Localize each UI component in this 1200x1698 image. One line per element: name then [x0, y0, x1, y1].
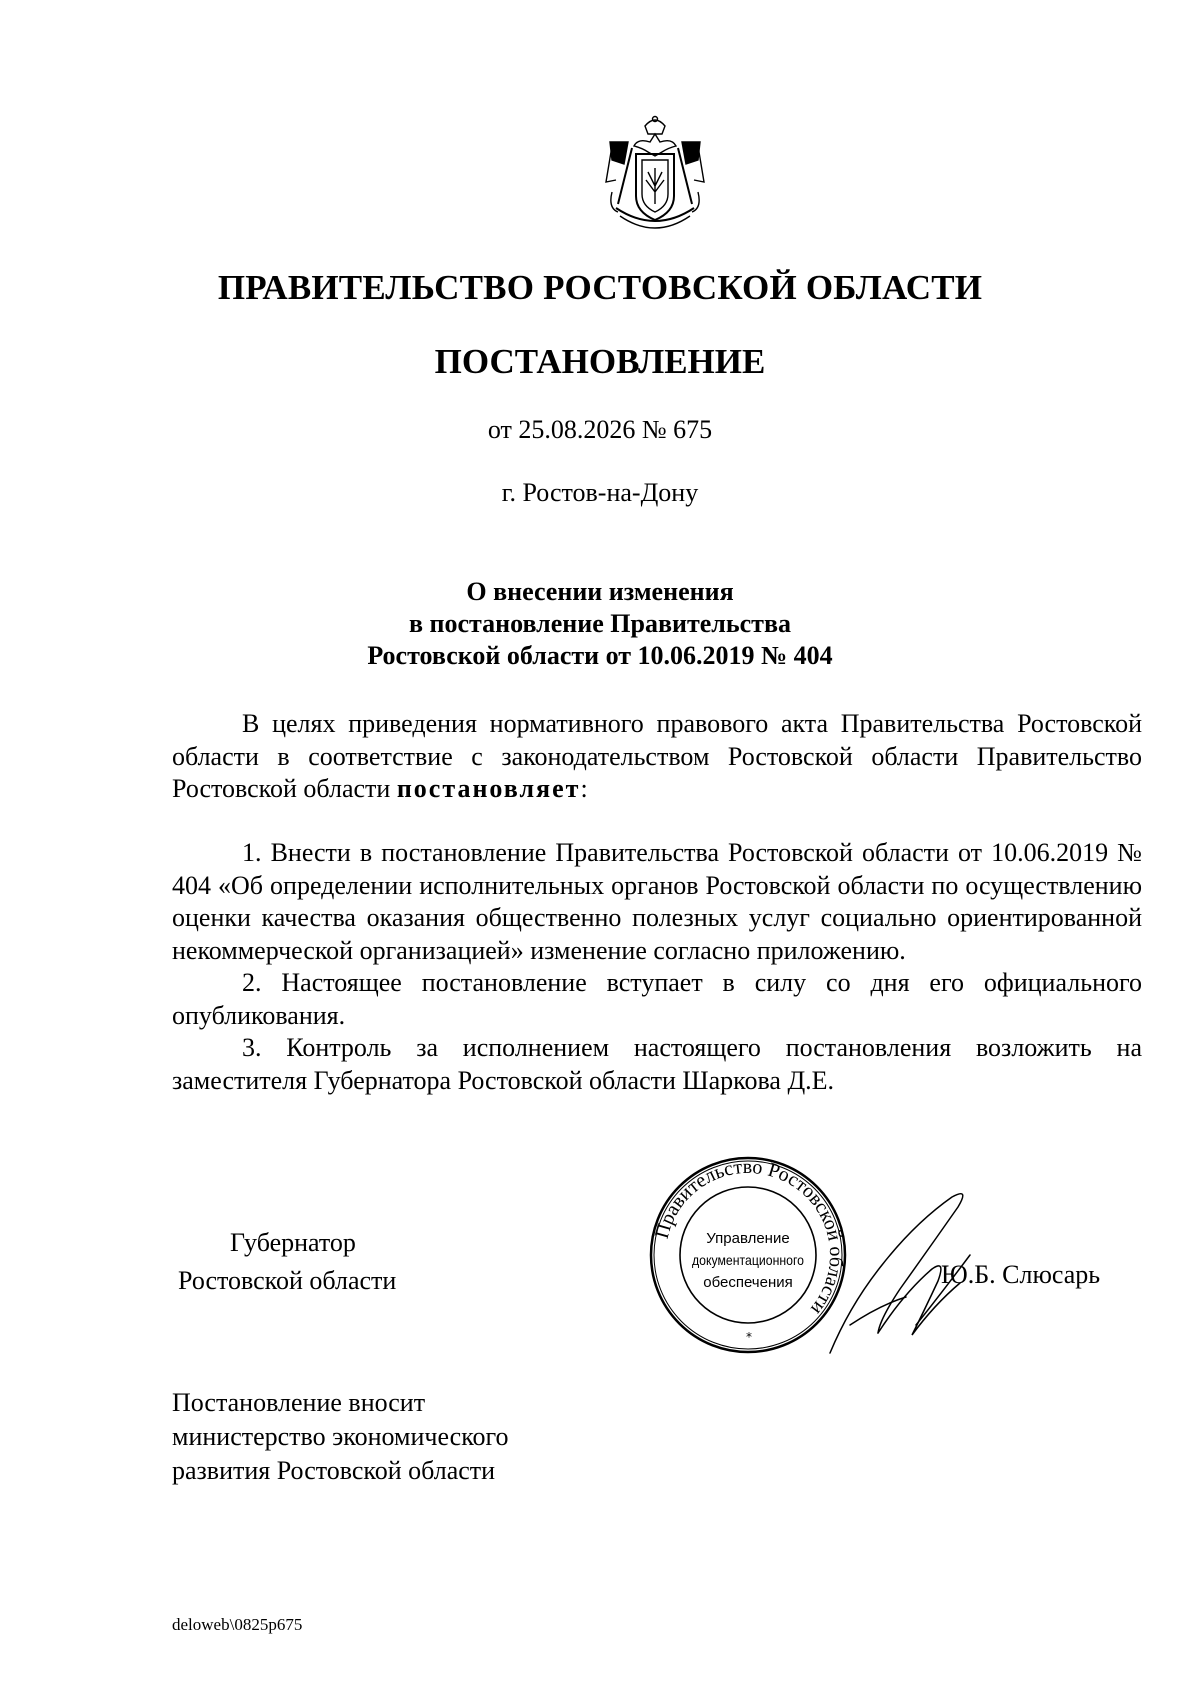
resolution-items	[172, 837, 1142, 1097]
submitter-line-1: Постановление вносит	[172, 1388, 426, 1417]
coat-of-arms-icon	[598, 112, 712, 240]
resolution-item: 2. Настоящее постановление вступает в силу со дня его официального опубликования.	[172, 968, 1142, 1030]
date-number-line: от 25.08.2026 № 675	[487, 415, 713, 444]
signatory-position-line-1: Губернатор	[230, 1228, 356, 1257]
document-type-heading: ПОСТАНОВЛЕНИЕ	[434, 342, 766, 381]
submitter-line-3: развития Ростовской области	[172, 1456, 496, 1485]
submitter-line-2: министерство экономического	[172, 1422, 509, 1451]
signatory-position	[178, 1224, 396, 1300]
preamble-emphasis: постановляет	[396, 774, 581, 803]
seal-inner-line-1: Управление	[706, 1230, 790, 1247]
submitter-note	[172, 1386, 509, 1488]
svg-text:*: *	[746, 1330, 752, 1344]
signatory-name: Ю.Б. Слюсарь	[941, 1260, 1101, 1289]
document-subject	[0, 576, 1200, 672]
organization-title: ПРАВИТЕЛЬСТВО РОСТОВСКОЙ ОБЛАСТИ	[217, 268, 983, 307]
signatory-position-line-2: Ростовской области	[178, 1266, 397, 1295]
seal-outer-text: Правительство Ростовской области	[650, 1155, 848, 1320]
subject-line-3: Ростовской области от 10.06.2019 № 404	[367, 641, 833, 670]
preamble-text: В целях приведения нормативного правового акта Правительства Ростовской области в соответствие с законодательством Ростовской области Правительство Ростовской области	[172, 709, 1142, 803]
official-seal-icon	[648, 1155, 848, 1355]
city-line: г. Ростов-на-Дону	[501, 478, 699, 507]
subject-line-2: в постановление Правительства	[408, 609, 791, 638]
preamble-paragraph	[172, 708, 1142, 806]
seal-inner-line-3: обеспечения	[703, 1274, 793, 1291]
resolution-item: 3. Контроль за исполнением настоящего постановления возложить на заместителя Губернатора Ростовской области Шаркова Д.Е.	[172, 1033, 1142, 1095]
preamble-colon: :	[580, 774, 588, 803]
subject-line-1: О внесении изменения	[466, 577, 734, 606]
seal-inner-line-2: документационного	[692, 1252, 805, 1268]
resolution-item: 1. Внести в постановление Правительства Ростовской области от 10.06.2019 № 404 «Об определении исполнительных органов Ростовской области по осуществлению оценки качества оказания общественно полезных услуг социально ориентированной некоммерческой организацией» изменение согласно приложению.	[172, 838, 1142, 965]
document-code: deloweb\0825p675	[172, 1615, 303, 1634]
